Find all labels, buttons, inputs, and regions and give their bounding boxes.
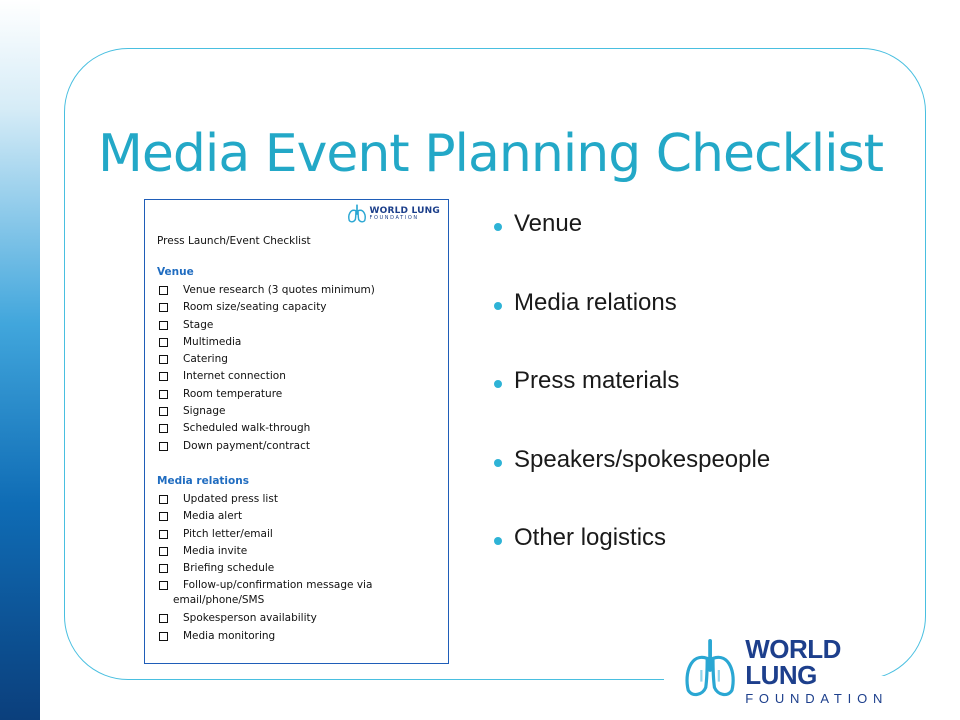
checklist-item: Media alert: [159, 510, 317, 527]
bullet-dot-icon: [494, 302, 502, 310]
checkbox-icon: [159, 564, 168, 573]
world-lung-foundation-logo: [681, 633, 914, 706]
checkbox-icon: [159, 338, 168, 347]
checkbox-icon: [159, 512, 168, 521]
checkbox-icon: [159, 390, 168, 399]
bullet-item: Other logistics: [494, 524, 770, 603]
checklist-item: Follow-up/confirmation message via email/phone/SMS: [159, 579, 317, 612]
checklist-item: Updated press list: [159, 493, 317, 510]
checklist-item: Media invite: [159, 545, 317, 562]
checklist-item: Signage: [159, 405, 375, 422]
checklist-item: Scheduled walk-through: [159, 422, 375, 439]
checkbox-icon: [159, 407, 168, 416]
checklist-logo-line2: FOUNDATION: [369, 215, 419, 221]
bullet-dot-icon: [494, 380, 502, 388]
checkbox-icon: [159, 372, 168, 381]
checklist-item: Room size/seating capacity: [159, 301, 375, 318]
checkbox-icon: [159, 286, 168, 295]
checklist-item: Multimedia: [159, 336, 375, 353]
checkbox-icon: [159, 303, 168, 312]
bullet-item: Media relations: [494, 289, 770, 368]
bullet-item: Speakers/spokespeople: [494, 446, 770, 525]
checklist-item: Stage: [159, 319, 375, 336]
checklist-item: Venue research (3 quotes minimum): [159, 284, 375, 301]
checklist-item: Pitch letter/email: [159, 528, 317, 545]
checklist-media-list: [159, 493, 373, 647]
checklist-venue-list: [159, 284, 375, 457]
left-gradient-bar: [0, 0, 40, 720]
checkbox-icon: [159, 530, 168, 539]
checkbox-icon: [159, 442, 168, 451]
checkbox-icon: [159, 632, 168, 641]
bullet-dot-icon: [494, 459, 502, 467]
checkbox-icon: [159, 614, 168, 623]
checkbox-icon: [159, 547, 168, 556]
lungs-icon: [346, 203, 368, 225]
checklist-item: Catering: [159, 353, 375, 370]
checkbox-icon: [159, 495, 168, 504]
checklist-item: Internet connection: [159, 370, 375, 387]
checkbox-icon: [159, 581, 168, 590]
bullet-dot-icon: [494, 537, 502, 545]
checklist-item: Media monitoring: [159, 630, 317, 647]
bullet-item: Venue: [494, 210, 770, 289]
checklist-logo: [346, 203, 441, 225]
checkbox-icon: [159, 424, 168, 433]
lungs-icon: [681, 638, 739, 702]
checklist-heading: Press Launch/Event Checklist: [157, 235, 311, 247]
bullet-item: Press materials: [494, 367, 770, 446]
checklist-item: Briefing schedule: [159, 562, 317, 579]
logo-line1: WORLD LUNG: [745, 633, 841, 690]
checklist-section-media-relations: Media relations: [157, 475, 249, 487]
checkbox-icon: [159, 355, 168, 364]
bullet-list: [494, 210, 770, 603]
checklist-logo-line1: WORLD LUNG: [369, 206, 440, 216]
bullet-dot-icon: [494, 223, 502, 231]
logo-line2: FOUNDATION: [745, 690, 889, 706]
checklist-item: Down payment/contract: [159, 440, 375, 457]
checkbox-icon: [159, 321, 168, 330]
checklist-image: [144, 199, 449, 664]
checklist-section-venue: Venue: [157, 266, 194, 278]
checklist-item: Spokesperson availability: [159, 612, 317, 629]
slide-title: Media Event Planning Checklist: [98, 124, 884, 184]
checklist-item: Room temperature: [159, 388, 375, 405]
